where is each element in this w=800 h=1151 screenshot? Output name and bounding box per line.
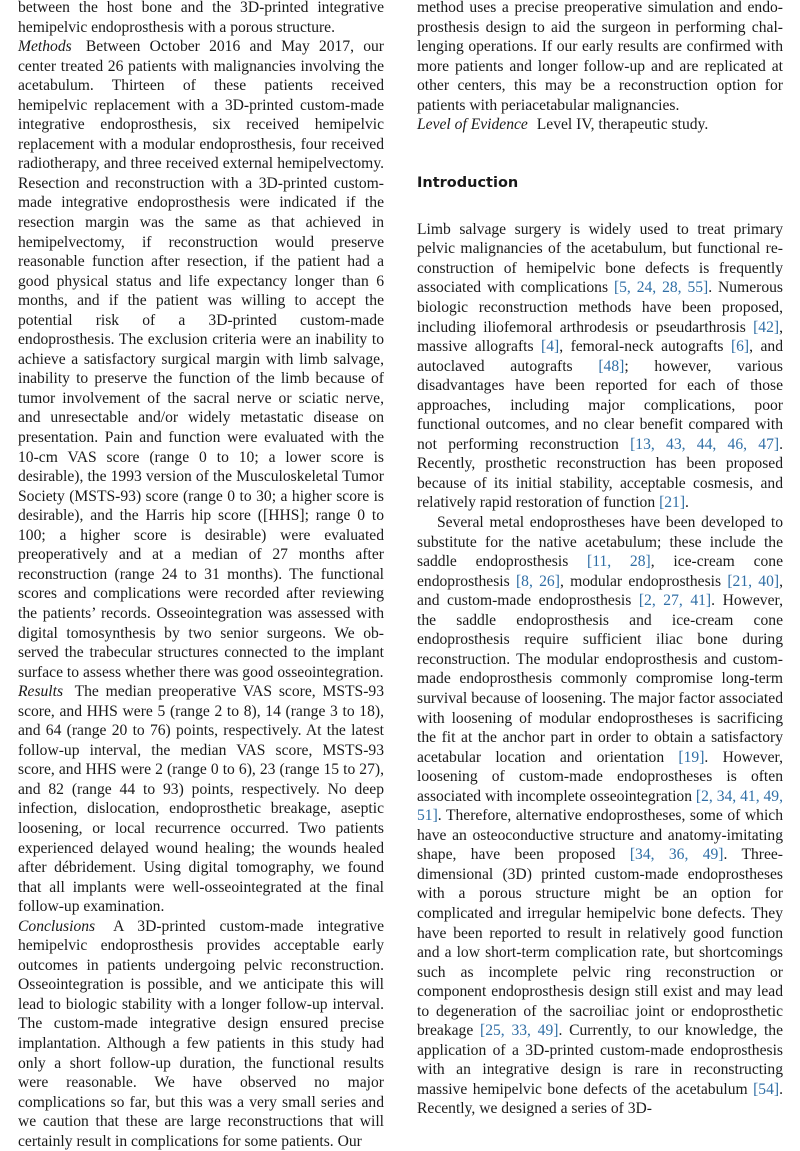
paragraph-text: , ice-cream cone endoprosthesis (417, 553, 784, 590)
methods-label: Methods (18, 38, 72, 56)
citation-link[interactable]: [19] (678, 748, 705, 766)
citation-link[interactable]: [25, 33, 49] (480, 1022, 559, 1040)
citation-link[interactable]: [13, 43, 44, 46, 47] (630, 435, 780, 453)
conclusions-label: Conclusions (18, 917, 96, 935)
abstract-continuation (18, 0, 384, 37)
abstract-conclusions (18, 917, 384, 1151)
paragraph-text: between the host bone and the 3D-printed integrative hemipelvic endoprosthesis with a porous structure. (18, 0, 384, 36)
paragraph-text: , modular endoprosthesis (559, 572, 728, 590)
methods-text: Between October 2016 and May 2017, our center treated 26 patients with malignancies involving the acetabulum. Thirteen of these patients received hemipelvic replacement with a 3D-printed custom-made integrative endoprosthesis, six received hemipelvic replacement with a modular endoprosthesis, four received radiotherapy, and three received external hemipelvectomy. Resection and reconstruction with a 3D-printed custom-made integrative endoprosthesis were indicated if the resection margin was the same as that achieved in hemipelvectomy, if reconstruction would preserve reasonable function after resection, if the patient had a good physical status and life expectancy longer than 6 months, and if the patient was willing to accept the potential risk of a 3D-printed custom-made endoprosthesis. The exclusion criteria were an inability to achieve a satisfactory surgical margin with limb salvage, inability to preserve the function of the limb because of tumor involvement of the sacral nerve or sciatic nerve, and unresectable and/or widely metastatic disease on presentation. Pain and function were evaluated with the 10-cm VAS score (range 0 to 10; a lower score is desirable), the 1993 version of the Musculoskeletal Tumor Society (MSTS-93) score (range 0 to 30; a higher score is desirable), and the Harris hip score ([HHS]; range 0 to 100; a higher score is desirable) were evaluated preoperatively and at a median of 27 months after reconstruction (range 24 to 31 months). The functional scores and complications were recorded after reviewing the patients’ records. Osseointegration was assessed with digital tomosynthesis by two senior surgeons. We observed the trabecular structures connected to the implant surface to assess whether there was good osseointegration. (18, 38, 385, 681)
abstract-methods (18, 37, 384, 682)
paragraph-text: . Currently, to our knowledge, the application of a 3D-printed custom-made endoprosthesis with an integrative design is rare in reconstructing massive hemipelvic bone defects of the acetabulum (417, 1022, 784, 1098)
citation-link[interactable]: [48] (598, 357, 625, 375)
citation-link[interactable]: [34, 36, 49] (629, 846, 724, 864)
citation-link[interactable]: [5, 24, 28, 55] (613, 279, 709, 297)
paragraph-text: . Three-dimensional (3D) printed custom-made endoprostheses with a porous structure might be an option for complicated and irregular hemipelvic bone defects. They have been reported to result in relatively good function and a low short-term complication rate, but shortcomings such as incomplete pelvic ring reconstruction or component endoprosthesis design still exist and may lead to degeneration of the sacroiliac joint or endoprosthetic breakage (417, 846, 783, 1040)
paragraph-text: Several metal endoprostheses have been developed to substitute for the native acetabulum; these include the saddle endoprosthesis (417, 514, 783, 571)
paragraph-text: . However, the saddle endoprosthesis and ice-cream cone endoprosthesis require sufficient iliac bone during reconstruction. The modular endoprosthesis and custom-made endoprosthesis commonly compromise long-term survival because of loosening. The major factor associated with loosening of modular endoprostheses is sacrificing the fit at the anchor part in order to obtain a satisfactory acetabular location and orientation (417, 592, 783, 766)
paragraph-text: Limb salvage surgery is widely used to treat primary pelvic malignancies of the acetabulum, but functional reconstruction of hemipelvic bone defects is frequently associated with complications (417, 220, 783, 297)
intro-paragraph-1 (417, 220, 783, 513)
results-label: Results (18, 683, 64, 701)
citation-link[interactable]: [2, 34, 41, 49, 51] (417, 787, 784, 825)
intro-paragraph-2 (417, 513, 783, 1119)
paragraph-text: . Numerous biologic reconstruction methods have been proposed, including iliofemoral arthrodesis or pseudarthrosis (417, 279, 783, 336)
abstract-results (18, 682, 384, 917)
paragraph-text: ; however, various disadvantages have been reported for each of those approaches, including major complications, poor functional outcomes, and no clear benefit compared with not performing reconstruction (417, 357, 784, 453)
citation-link[interactable]: [42] (753, 318, 780, 336)
citation-link[interactable]: [6] (730, 338, 750, 356)
level-of-evidence (417, 115, 783, 135)
citation-link[interactable]: [11, 28] (587, 553, 651, 571)
citation-link[interactable]: [21, 40] (727, 572, 780, 590)
right-column (417, 0, 783, 1119)
level-of-evidence-label: Level of Evidence (417, 116, 528, 134)
paragraph-text: . (685, 494, 689, 512)
paragraph-text: , massive allografts (417, 318, 783, 356)
results-text: The median preoperative VAS score, MSTS-93 score, and HHS were 5 (range 2 to 8), 14 (range 3 to 18), and 64 (range 20 to 76) points, respectively. At the latest follow-up interval, the median VAS score, MSTS-93 score, and HHS were 2 (range 0 to 6), 23 (range 15 to 27), and 82 (range 44 to 93) points, respectively. No deep infection, dislocation, endoprosthetic breakage, aseptic loosening, or local recurrence occurred. Two patients experienced delayed wound healing; the wounds healed after débridement. Using digital tomography, we found that all implants were well-osseointegrated at the final follow-up examination. (18, 683, 384, 916)
citation-link[interactable]: [4] (541, 338, 560, 356)
paragraph-text: . Therefore, alternative endoprostheses, some of which have an osteoconductive structure and anatomy-imitating shape, have been proposed (417, 807, 783, 864)
citation-link[interactable]: [21] (659, 494, 686, 512)
paragraph-text: , and custom-made endoprosthesis (417, 572, 784, 610)
paragraph-text: , and autoclaved autografts (417, 338, 783, 375)
paragraph-text: method uses a precise preoperative simulation and endoprosthesis design to aid the surgeon in performing challenging operations. If our early results are confirmed with more patients and longer follow-up and are replicated at other centers, this may be a reconstruction option for patients with periacetabular malignancies. (417, 0, 783, 114)
paragraph-text: , femoral-neck autografts (559, 338, 731, 356)
citation-link[interactable]: [8, 26] (515, 572, 560, 590)
section-heading-introduction: Introduction (417, 174, 519, 191)
level-of-evidence-text: Level IV, therapeutic study. (536, 116, 709, 134)
conclusions-continued (417, 0, 783, 115)
paragraph-text: . Recently, prosthetic reconstruction has been proposed because of its initial stability, acceptable cosmesis, and relatively rapid restoration of function (417, 435, 783, 512)
left-column (18, 0, 384, 1151)
citation-link[interactable]: [2, 27, 41] (638, 592, 712, 610)
paragraph-text: . Recently, we designed a series of 3D- (417, 1080, 783, 1118)
paragraph-text: . However, loosening of custom-made endoprostheses is often associated with incomplete osseointegration (417, 748, 783, 805)
conclusions-text: A 3D-printed custom-made integrative hemipelvic endoprosthesis provides acceptable early outcomes in patients undergoing pelvic reconstruction. Osseointegration is possible, and we anticipate this will lead to biologic stability with a longer follow-up interval. The custom-made integrative design ensured precise implantation. Although a few patients in this study had only a short follow-up duration, the functional results were reasonable. We have observed no major complications so far, but this was a very small series and we caution that these are large reconstructions that will certainly result in complications for some patients. Our (18, 917, 384, 1150)
citation-link[interactable]: [54] (753, 1080, 780, 1098)
